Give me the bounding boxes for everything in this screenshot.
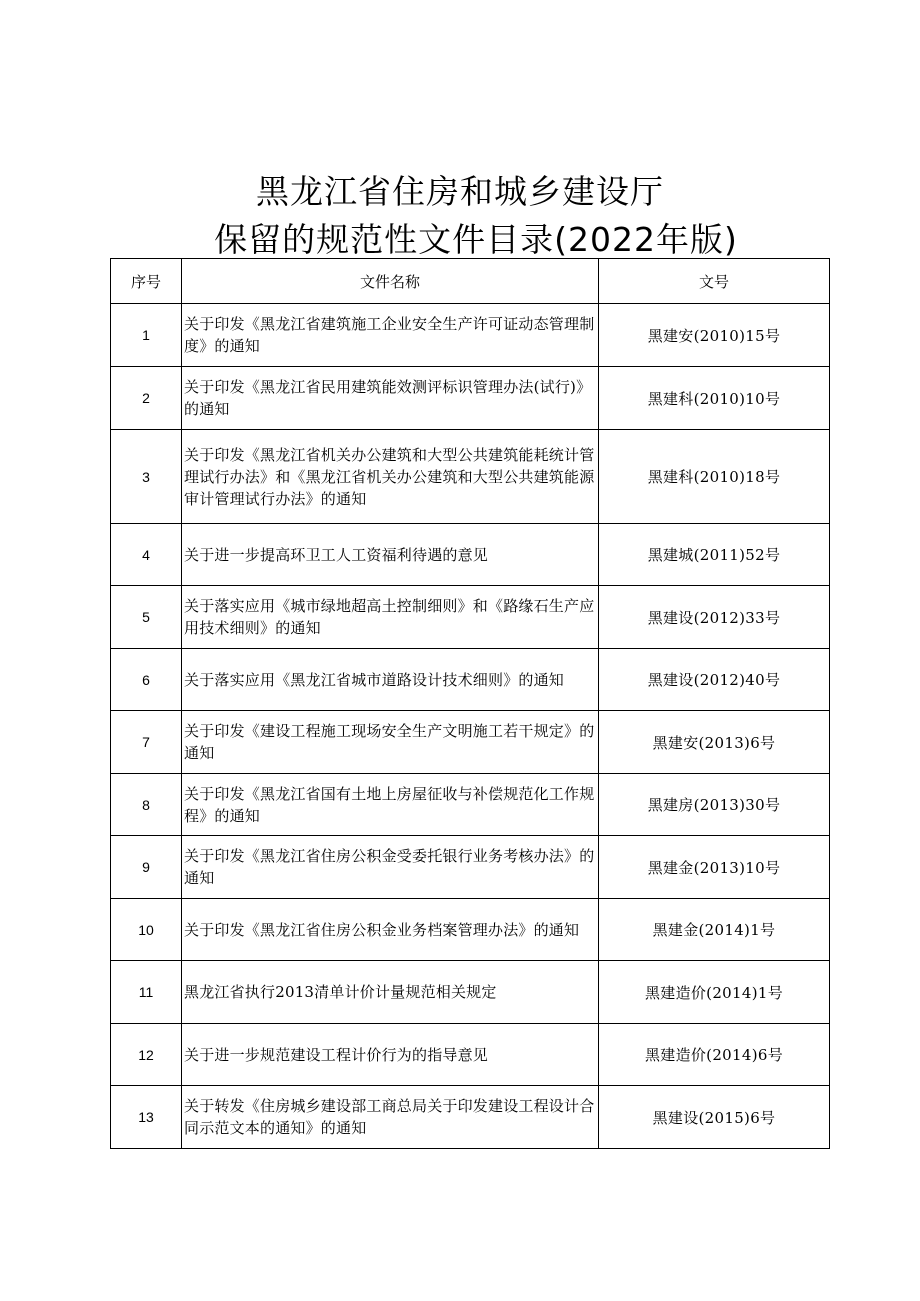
title-line-1: 黑龙江省住房和城乡建设厅 <box>256 172 664 211</box>
row-serial-number: 11 <box>111 961 182 1024</box>
row-document-name: 黑龙江省执行2013清单计价计量规范相关规定 <box>182 961 599 1024</box>
row-document-name: 关于印发《黑龙江省住房公积金受委托银行业务考核办法》的通知 <box>182 836 599 899</box>
row-document-name: 关于落实应用《黑龙江省城市道路设计技术细则》的通知 <box>182 649 599 711</box>
document-title <box>0 168 920 264</box>
row-document-code: 黑建造价(2014)1号 <box>599 961 830 1024</box>
row-document-name: 关于印发《黑龙江省住房公积金业务档案管理办法》的通知 <box>182 899 599 961</box>
row-document-name: 关于印发《黑龙江省民用建筑能效测评标识管理办法(试行)》的通知 <box>182 367 599 430</box>
row-document-name: 关于进一步规范建设工程计价行为的指导意见 <box>182 1024 599 1086</box>
table-row <box>111 304 830 367</box>
table-row <box>111 774 830 836</box>
table-row <box>111 711 830 774</box>
table-row <box>111 836 830 899</box>
row-serial-number: 3 <box>111 430 182 524</box>
row-document-code: 黑建设(2012)33号 <box>599 586 830 649</box>
header-serial-number: 序号 <box>111 259 182 304</box>
row-serial-number: 7 <box>111 711 182 774</box>
table-row <box>111 961 830 1024</box>
row-document-code: 黑建房(2013)30号 <box>599 774 830 836</box>
table-row <box>111 1086 830 1149</box>
row-document-code: 黑建科(2010)10号 <box>599 367 830 430</box>
header-document-name: 文件名称 <box>182 259 599 304</box>
row-serial-number: 8 <box>111 774 182 836</box>
table-row <box>111 586 830 649</box>
row-serial-number: 5 <box>111 586 182 649</box>
row-document-code: 黑建金(2013)10号 <box>599 836 830 899</box>
row-document-code: 黑建金(2014)1号 <box>599 899 830 961</box>
row-document-code: 黑建城(2011)52号 <box>599 524 830 586</box>
row-serial-number: 6 <box>111 649 182 711</box>
row-document-name: 关于落实应用《城市绿地超高土控制细则》和《路缘石生产应用技术细则》的通知 <box>182 586 599 649</box>
header-document-code: 文号 <box>599 259 830 304</box>
row-serial-number: 2 <box>111 367 182 430</box>
row-serial-number: 1 <box>111 304 182 367</box>
row-document-code: 黑建科(2010)18号 <box>599 430 830 524</box>
table-row <box>111 430 830 524</box>
row-document-name: 关于印发《黑龙江省建筑施工企业安全生产许可证动态管理制度》的通知 <box>182 304 599 367</box>
table-row <box>111 367 830 430</box>
table-row <box>111 524 830 586</box>
row-serial-number: 13 <box>111 1086 182 1149</box>
row-document-name: 关于印发《建设工程施工现场安全生产文明施工若干规定》的通知 <box>182 711 599 774</box>
row-document-name: 关于印发《黑龙江省机关办公建筑和大型公共建筑能耗统计管理试行办法》和《黑龙江省机关办公建筑和大型公共建筑能源审计管理试行办法》的通知 <box>182 430 599 524</box>
title-line-2: 保留的规范性文件目录(2022年版) <box>214 220 738 259</box>
table-row <box>111 899 830 961</box>
table-row <box>111 1024 830 1086</box>
row-serial-number: 10 <box>111 899 182 961</box>
row-serial-number: 9 <box>111 836 182 899</box>
row-document-name: 关于印发《黑龙江省国有土地上房屋征收与补偿规范化工作规程》的通知 <box>182 774 599 836</box>
row-document-code: 黑建安(2010)15号 <box>599 304 830 367</box>
document-list-table <box>110 258 830 1149</box>
row-document-code: 黑建造价(2014)6号 <box>599 1024 830 1086</box>
row-serial-number: 12 <box>111 1024 182 1086</box>
row-document-code: 黑建设(2012)40号 <box>599 649 830 711</box>
row-document-code: 黑建设(2015)6号 <box>599 1086 830 1149</box>
row-document-name: 关于进一步提高环卫工人工资福利待遇的意见 <box>182 524 599 586</box>
table-header-row <box>111 259 830 304</box>
row-document-name: 关于转发《住房城乡建设部工商总局关于印发建设工程设计合同示范文本的通知》的通知 <box>182 1086 599 1149</box>
row-serial-number: 4 <box>111 524 182 586</box>
row-document-code: 黑建安(2013)6号 <box>599 711 830 774</box>
table-row <box>111 649 830 711</box>
